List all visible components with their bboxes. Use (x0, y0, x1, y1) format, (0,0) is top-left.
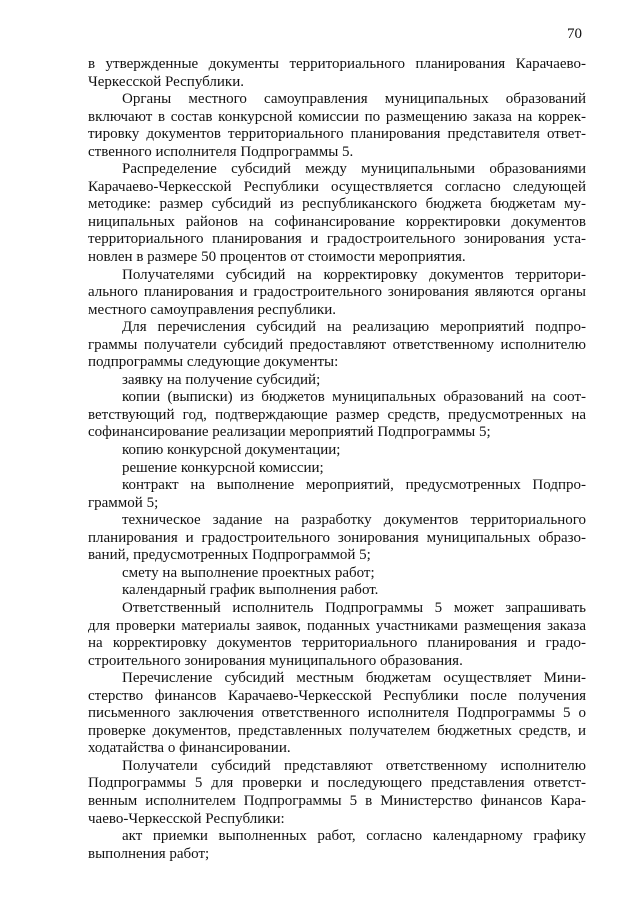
text-line: копии (выписки) из бюджетов муниципальных образований на соот- (122, 389, 586, 406)
text-line: ственного исполнителя Подпрограммы 5. (88, 143, 354, 160)
text-line: чаево-Черкесской Республики: (88, 810, 285, 827)
text-line: Получатели субсидий представляют ответственному исполнителю (122, 757, 586, 774)
text-line: письменного заключения ответственного исполнителя Подпрограммы 5 о (88, 705, 586, 722)
text-line: новлен в размере 50 процентов от стоимости мероприятия. (88, 249, 466, 266)
text-line: копию конкурсной документации; (122, 442, 341, 459)
document-body (88, 56, 586, 863)
text-line: ходатайства о финансировании. (88, 740, 291, 757)
text-line: ниципальных районов на софинансирование корректировки документов (88, 213, 586, 230)
text-line: Распределение субсидий между муниципальными образованиями (122, 161, 586, 178)
text-line: выполнения работ; (88, 845, 210, 862)
text-line: венным исполнителем Подпрограммы 5 в Министерство финансов Кара- (88, 792, 586, 809)
text-line: тировку документов территориального планирования представителя ответ- (88, 126, 586, 143)
text-line: проверке документов, представленных получателем бюджетных средств, и (88, 722, 586, 739)
text-line: включают в состав конкурсной комиссии по размещению заказа на коррек- (88, 108, 586, 125)
text-line: ваний, предусмотренных Подпрограммой 5; (88, 547, 371, 564)
text-line: строительного зонирования муниципального образования. (88, 652, 463, 669)
text-line: акт приемки выполненных работ, согласно календарному графику (122, 828, 586, 845)
text-line: подпрограммы следующие документы: (88, 354, 339, 371)
text-line: Для перечисления субсидий на реализацию мероприятий подпро- (122, 319, 586, 336)
text-line: методике: размер субсидий из республиканского бюджета бюджетам му- (88, 196, 586, 213)
text-line: в утвержденные документы территориального планирования Карачаево- (88, 56, 586, 72)
text-line: Органы местного самоуправления муниципальных образований (122, 91, 586, 108)
text-line: ветствующий год, подтверждающие размер средств, предусмотренных на (88, 406, 586, 423)
text-line: стерство финансов Карачаево-Черкесской Республики после получения (88, 687, 586, 704)
text-line: Карачаево-Черкесской Республики осуществляется согласно следующей (88, 178, 586, 195)
text-line: календарный график выполнения работ. (122, 582, 379, 599)
text-line: территориального планирования и градостроительного зонирования уста- (88, 231, 586, 248)
text-line: Черкесской Республики. (88, 73, 244, 90)
text-line: граммы получатели субсидий предоставляют ответственному исполнителю (88, 336, 586, 353)
page-number: 70 (567, 26, 582, 42)
text-line: для проверки материалы заявок, поданных участниками размещения заказа (88, 617, 586, 634)
text-line: Перечисление субсидий местным бюджетам осуществляет Мини- (122, 670, 586, 687)
text-line: смету на выполнение проектных работ; (122, 564, 375, 581)
text-line: Получателями субсидий на корректировку документов территори- (122, 266, 586, 283)
text-line: заявку на получение субсидий; (122, 371, 321, 388)
text-line: на корректировку документов территориального планирования и градо- (88, 635, 586, 652)
text-line: техническое задание на разработку документов территориального (122, 512, 586, 529)
text-line: ального планирования и градостроительного зонирования являются органы (88, 284, 586, 301)
text-line: граммой 5; (88, 494, 159, 511)
text-line: решение конкурсной комиссии; (122, 459, 324, 476)
text-line: местного самоуправления республики. (88, 301, 336, 318)
text-line: планирования и градостроительного зонирования муниципальных образо- (88, 529, 586, 546)
text-line: софинансирование реализации мероприятий Подпрограммы 5; (88, 424, 491, 441)
text-line: контракт на выполнение мероприятий, предусмотренных Подпро- (122, 477, 586, 494)
text-line: Подпрограммы 5 для проверки и последующего представления ответст- (88, 775, 586, 792)
text-line: Ответственный исполнитель Подпрограммы 5 может запрашивать (122, 599, 586, 616)
